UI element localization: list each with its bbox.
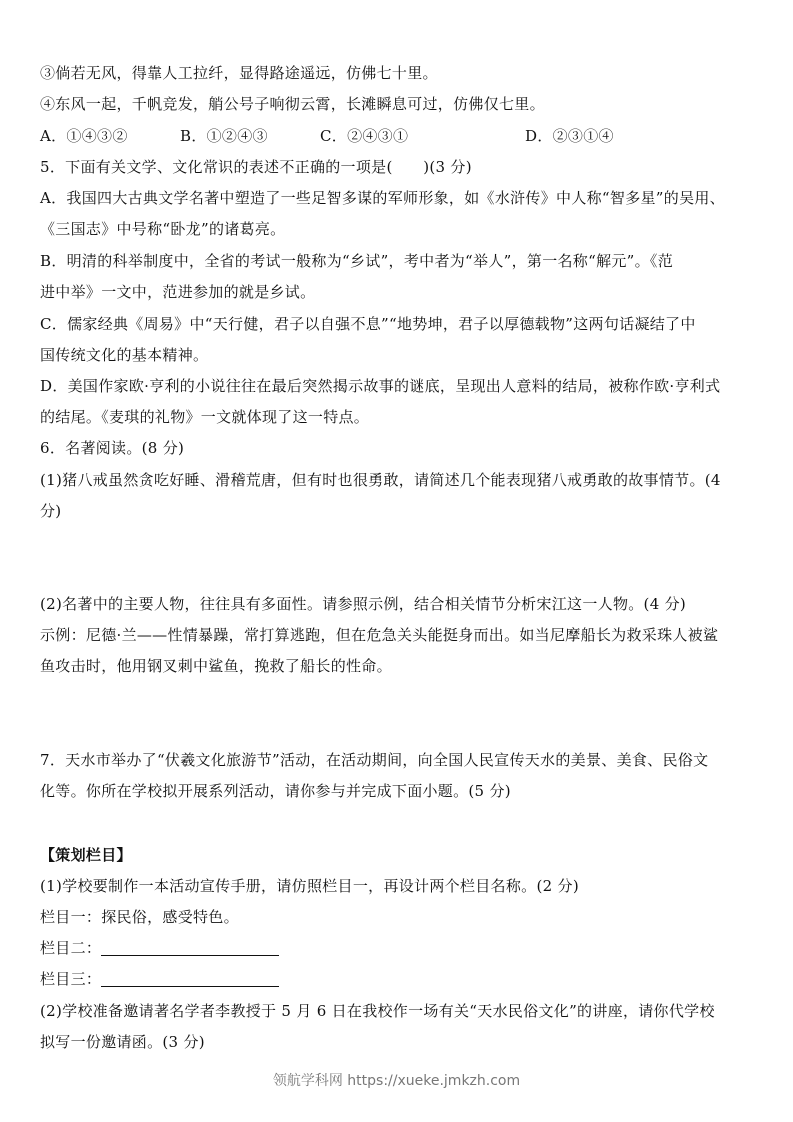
- answer-blank[interactable]: [101, 940, 279, 956]
- example-text-cont: 鱼攻击时，他用钢叉刺中鲨鱼，挽救了船长的性命。: [40, 657, 392, 675]
- section-heading: 【策划栏目】: [40, 846, 132, 864]
- option-c: C．②④③①: [320, 127, 409, 145]
- option-b: B．①②④③: [180, 127, 268, 145]
- option-a: A．①④③②: [40, 127, 128, 145]
- q5-option-d: D．美国作家欧·亨利的小说往往在最后突然揭示故事的谜底，呈现出人意料的结局，被称作欧·亨利式: [40, 377, 721, 395]
- column-three-label: 栏目三：: [40, 970, 102, 988]
- question-5: 5．下面有关文学、文化常识的表述不正确的一项是( )(3 分): [40, 158, 472, 176]
- question-7-2: (2)学校准备邀请著名学者李教授于 5 月 6 日在我校作一场有关“天水民俗文化”的讲座，请你代学校: [40, 1002, 715, 1020]
- text-line: ④东风一起，千帆竞发，艄公号子响彻云霄，长滩瞬息可过，仿佛仅七里。: [40, 95, 545, 113]
- column-one: 栏目一：探民俗，感受特色。: [40, 908, 239, 926]
- question-6-1-cont: 分): [40, 502, 62, 520]
- example-text: 示例：尼德·兰——性情暴躁，常打算逃跑，但在危急关头能挺身而出。如当尼摩船长为救采珠人被鲨: [40, 626, 719, 644]
- question-7: 7．天水市举办了“伏羲文化旅游节”活动，在活动期间，向全国人民宣传天水的美景、美食、民俗文: [40, 751, 709, 769]
- question-7-cont: 化等。你所在学校拟开展系列活动，请你参与并完成下面小题。(5 分): [40, 782, 511, 800]
- q5-option-b: B．明清的科举制度中，全省的考试一般称为“乡试”，考中者为“举人”，第一名称“解元”。《范: [40, 252, 674, 270]
- q4-options: [40, 126, 753, 146]
- q5-option-b-cont: 进中举》一文中，范进参加的就是乡试。: [40, 283, 316, 301]
- question-7-2-cont: 拟写一份邀请函。(3 分): [40, 1033, 205, 1051]
- q5-option-c: C．儒家经典《周易》中“天行健，君子以自强不息”“地势坤，君子以厚德载物”这两句话凝结了中: [40, 315, 696, 333]
- q5-option-d-cont: 的结尾。《麦琪的礼物》一文就体现了这一特点。: [40, 408, 370, 426]
- page-footer: 领航学科网 https://xueke.jmkzh.com: [272, 1073, 521, 1089]
- option-d: D．②③①④: [525, 127, 614, 145]
- text-line: ③倘若无风，得靠人工拉纤，显得路途遥远，仿佛七十里。: [40, 64, 438, 82]
- q5-option-c-cont: 国传统文化的基本精神。: [40, 346, 209, 364]
- column-three: [40, 969, 753, 989]
- question-6: 6．名著阅读。(8 分): [40, 439, 185, 457]
- question-6-2: (2)名著中的主要人物，往往具有多面性。请参照示例，结合相关情节分析宋江这一人物。(4 分): [40, 595, 687, 613]
- q5-option-a-cont: 《三国志》中号称“卧龙”的诸葛亮。: [40, 220, 286, 238]
- question-6-1: (1)猪八戒虽然贪吃好睡、滑稽荒唐，但有时也很勇敢，请简述几个能表现猪八戒勇敢的故事情节。(4: [40, 471, 721, 489]
- answer-blank[interactable]: [101, 971, 279, 987]
- column-two: [40, 938, 753, 958]
- question-7-1: (1)学校要制作一本活动宣传手册，请仿照栏目一，再设计两个栏目名称。(2 分): [40, 877, 579, 895]
- q5-option-a: A．我国四大古典文学名著中塑造了一些足智多谋的军师形象，如《水浒传》中人称“智多星”的吴用、: [40, 189, 725, 207]
- column-two-label: 栏目二：: [40, 939, 102, 957]
